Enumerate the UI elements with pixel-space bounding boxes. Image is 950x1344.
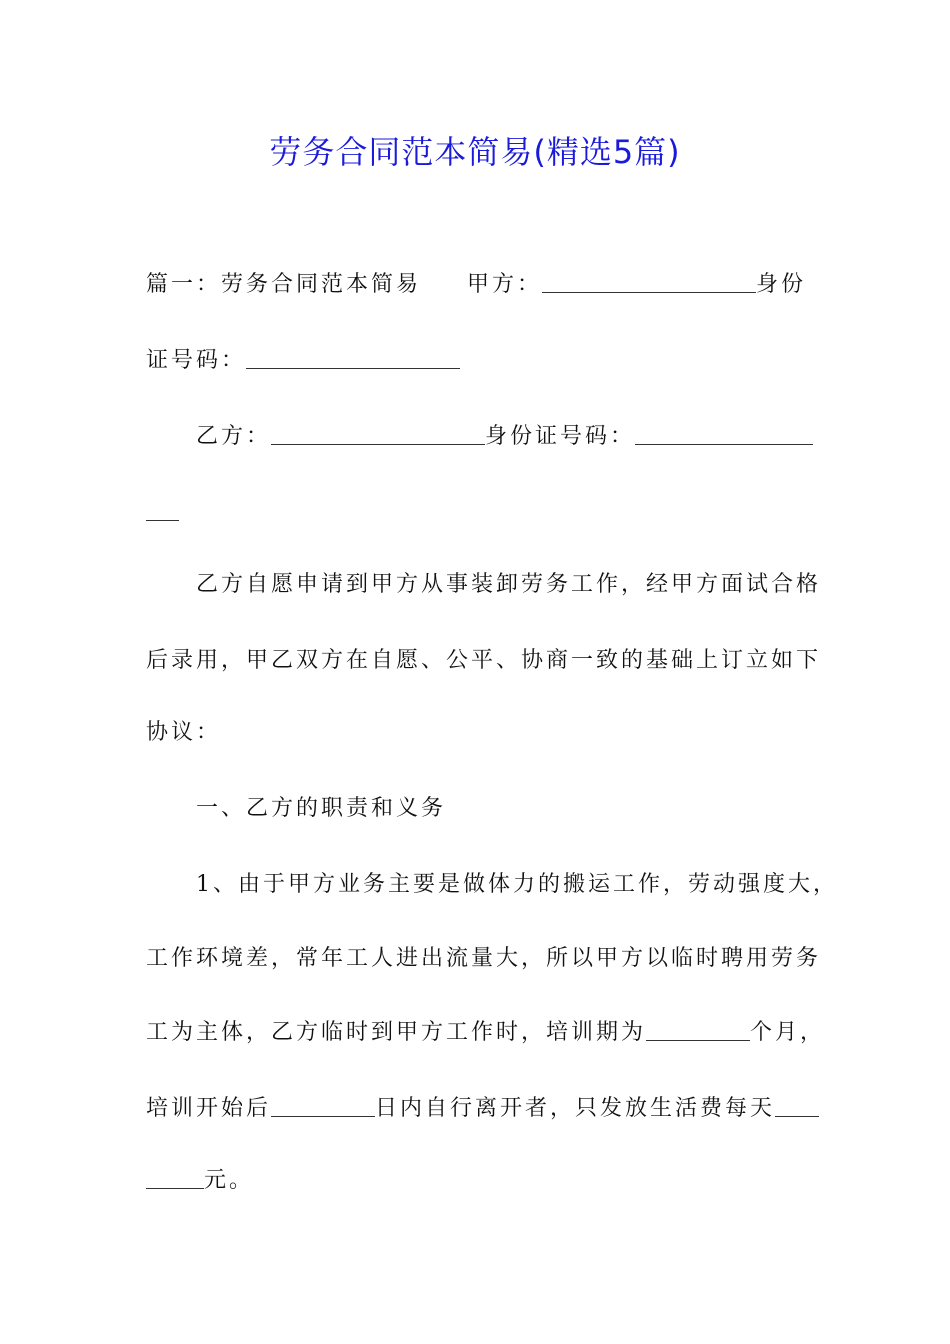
paragraph-line: 协议： xyxy=(146,720,222,745)
months-text: 个月， xyxy=(750,1020,826,1045)
text-line xyxy=(146,346,460,376)
id-label-part2: 证号码： xyxy=(146,348,247,373)
text-line xyxy=(196,422,813,452)
party-a-label: 甲方： xyxy=(467,272,543,297)
paragraph-line: 乙方自愿申请到甲方从事装卸劳务工作，经甲方面试合格 xyxy=(196,572,822,597)
allowance-blank xyxy=(775,1096,819,1117)
section-heading: 篇一：劳务合同范本简易 xyxy=(146,272,422,297)
id-label-part1: 身份 xyxy=(756,272,807,297)
text-line xyxy=(146,270,806,300)
training-text: 工为主体，乙方临时到甲方工作时，培训期为 xyxy=(146,1020,647,1045)
party-b-blank xyxy=(271,424,485,445)
training-start-text: 培训开始后 xyxy=(146,1096,272,1121)
text-line xyxy=(146,1018,825,1048)
paragraph-line: 1、由于甲方业务主要是做体力的搬运工作，劳动强度大， xyxy=(196,872,838,897)
living-allowance-text: 日内自行离开者，只发放生活费每天 xyxy=(375,1096,776,1121)
party-b-id-blank-cont xyxy=(146,500,179,521)
days-blank xyxy=(271,1096,375,1117)
text-line xyxy=(146,1166,254,1196)
paragraph-line: 工作环境差，常年工人进出流量大，所以甲方以临时聘用劳务 xyxy=(146,946,822,971)
text-line xyxy=(146,1094,819,1124)
text-line xyxy=(146,498,179,528)
party-a-blank xyxy=(542,272,756,293)
party-b-id-label: 身份证号码： xyxy=(485,424,636,449)
party-b-label: 乙方： xyxy=(196,424,272,449)
currency-text: 元。 xyxy=(204,1168,255,1193)
party-a-id-blank xyxy=(246,348,460,369)
allowance-blank-cont xyxy=(146,1168,204,1189)
paragraph-line: 后录用，甲乙双方在自愿、公平、协商一致的基础上订立如下 xyxy=(146,648,822,673)
party-b-id-blank xyxy=(635,424,813,445)
document-title: 劳务合同范本简易(精选5篇) xyxy=(269,133,681,171)
training-months-blank xyxy=(646,1020,750,1041)
section-subheading: 一、乙方的职责和义务 xyxy=(196,796,447,821)
